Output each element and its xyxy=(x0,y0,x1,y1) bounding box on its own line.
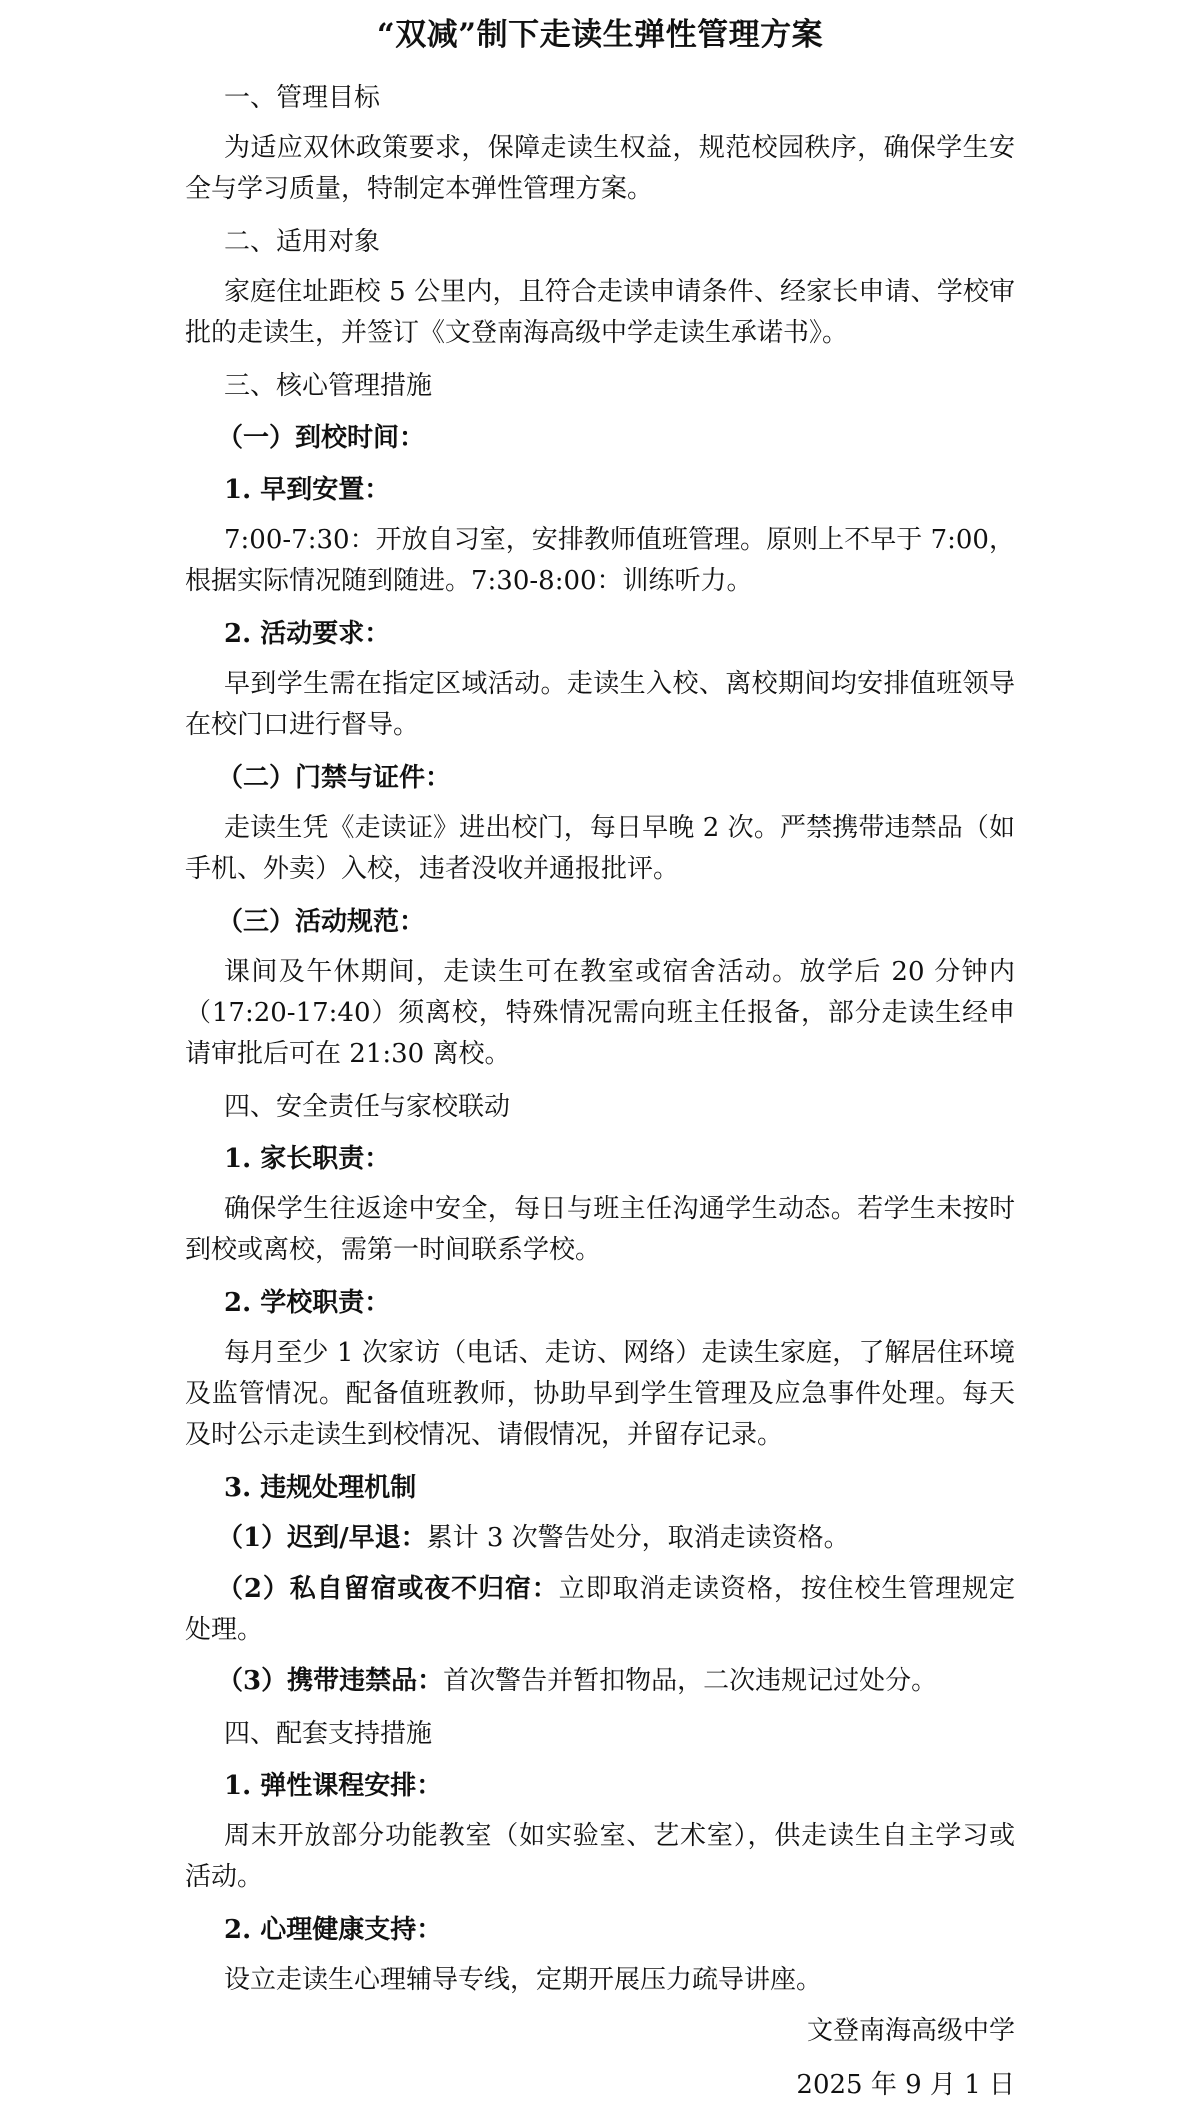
item-text-school-duties: 每月至少 1 次家访（电话、走访、网络）走读生家庭，了解居住环境及监管情况。配备值班教师，协助早到学生管理及应急事件处理。每天及时公示走读生到校情况、请假情况，并留存记录。 xyxy=(185,1338,1015,1450)
rule-text: 累计 3 次警告处分，取消走读资格。 xyxy=(426,1523,850,1553)
rule-item xyxy=(185,1512,1015,1563)
subsection-text-activity-rules: 课间及午休期间，走读生可在教室或宿舍活动。放学后 20 分钟内（17:20-17:40）须离校，特殊情况需向班主任报备，部分走读生经申请审批后可在 21:30 离校。 xyxy=(185,957,1015,1069)
section-heading-scope: 二、适用对象 xyxy=(224,227,381,257)
item-heading-flexible-courses: 1. 弹性课程安排： xyxy=(224,1771,443,1801)
rule-text: 首次警告并暂扣物品，二次违规记过处分。 xyxy=(443,1666,938,1696)
rule-label: （1）迟到/早退： xyxy=(217,1523,427,1553)
item-heading-activity-requirements: 2. 活动要求： xyxy=(224,619,391,649)
document-title: “双减”制下走读生弹性管理方案 xyxy=(376,17,824,53)
subsection-heading-arrival-time: （一）到校时间： xyxy=(217,423,426,453)
subsection-heading-activity-rules: （三）活动规范： xyxy=(217,907,426,937)
section-heading-support: 四、配套支持措施 xyxy=(224,1719,433,1749)
item-heading-parent-duties: 1. 家长职责： xyxy=(224,1144,391,1174)
signature-date: 2025 年 9 月 1 日 xyxy=(796,2070,1015,2100)
item-heading-violation-handling: 3. 违规处理机制 xyxy=(224,1473,417,1503)
section-text-scope: 家庭住址距校 5 公里内，且符合走读申请条件、经家长申请、学校审批的走读生，并签订《文登南海高级中学走读生承诺书》。 xyxy=(185,277,1015,348)
rule-label: （3）携带违禁品： xyxy=(217,1666,444,1696)
subsection-heading-access-control: （二）门禁与证件： xyxy=(217,763,452,793)
item-text-flexible-courses: 周末开放部分功能教室（如实验室、艺术室），供走读生自主学习或活动。 xyxy=(185,1821,1015,1892)
item-heading-mental-health: 2. 心理健康支持： xyxy=(224,1915,443,1945)
signature-org: 文登南海高级中学 xyxy=(806,2016,1015,2046)
item-heading-school-duties: 2. 学校职责： xyxy=(224,1288,391,1318)
item-heading-early-arrival: 1. 早到安置： xyxy=(224,475,391,505)
section-heading-safety: 四、安全责任与家校联动 xyxy=(224,1092,511,1122)
rule-item xyxy=(185,1563,1015,1655)
item-text-early-arrival: 7:00-7:30：开放自习室，安排教师值班管理。原则上不早于 7:00，根据实际情况随到随进。7:30-8:00：训练听力。 xyxy=(185,525,1015,596)
item-text-mental-health: 设立走读生心理辅导专线，定期开展压力疏导讲座。 xyxy=(224,1965,823,1995)
item-text-parent-duties: 确保学生往返途中安全，每日与班主任沟通学生动态。若学生未按时到校或离校，需第一时间联系学校。 xyxy=(185,1194,1015,1265)
document-page xyxy=(185,0,1015,2105)
rule-text: 立即取消走读资格，按住校生管理规定处理。 xyxy=(185,1574,1015,1645)
section-text-goal: 为适应双休政策要求，保障走读生权益，规范校园秩序，确保学生安全与学习质量，特制定本弹性管理方案。 xyxy=(185,133,1015,204)
section-heading-core-measures: 三、核心管理措施 xyxy=(224,371,433,401)
rule-item xyxy=(185,1655,1015,1706)
rule-label: （2）私自留宿或夜不归宿： xyxy=(217,1574,559,1604)
section-heading-goal: 一、管理目标 xyxy=(224,83,381,113)
subsection-text-access-control: 走读生凭《走读证》进出校门，每日早晚 2 次。严禁携带违禁品（如手机、外卖）入校，违者没收并通报批评。 xyxy=(185,813,1015,884)
item-text-activity-requirements: 早到学生需在指定区域活动。走读生入校、离校期间均安排值班领导在校门口进行督导。 xyxy=(185,669,1015,740)
